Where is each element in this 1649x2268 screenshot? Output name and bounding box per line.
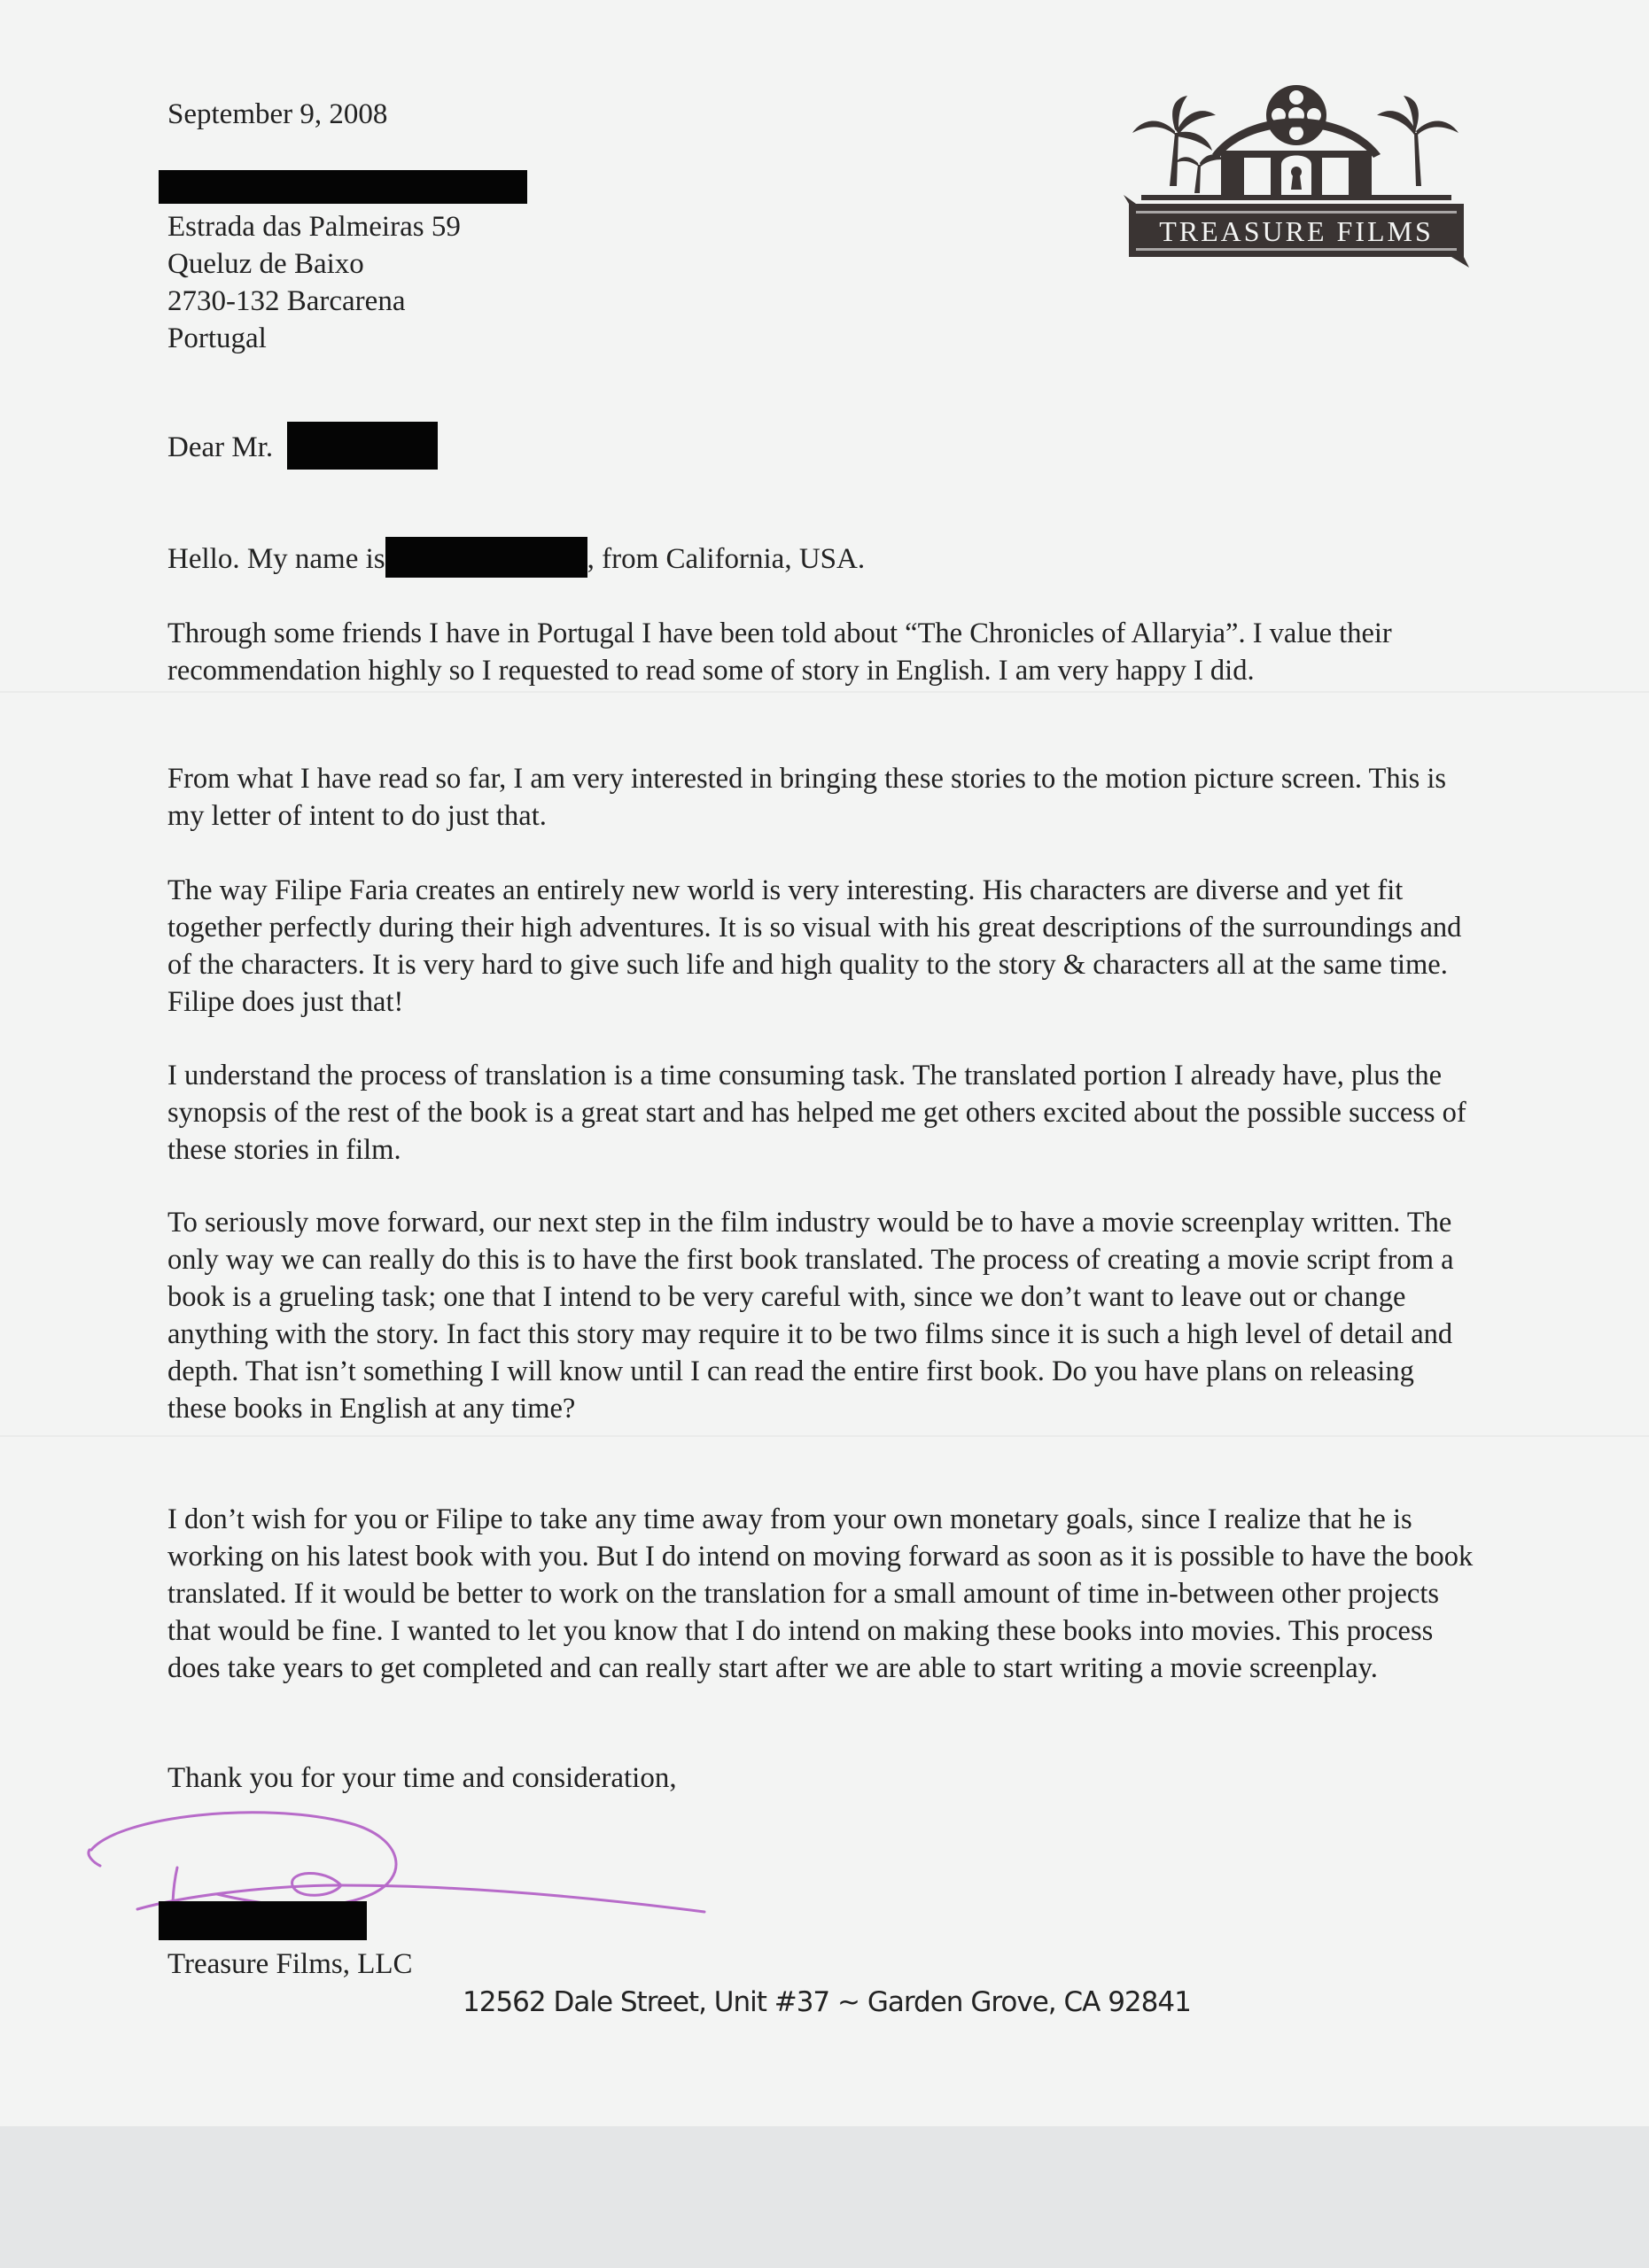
redacted-sender-signature-name xyxy=(159,1901,367,1940)
paragraph: Through some friends I have in Portugal I have been told about “The Chronicles of Allaryia”. I value their recommendation highly so I requested to read some of story in English. I am very happy I did. xyxy=(167,617,1392,687)
salutation xyxy=(167,429,438,470)
address-line: Estrada das Palmeiras 59 xyxy=(167,211,461,243)
paragraph: I understand the process of translation is a time consuming task. The translated portion I already have, plus the synopsis of the rest of the book is a great start and has helped me get others excited about the possible success of these stories in film. xyxy=(167,1060,1466,1166)
paragraph: To seriously move forward, our next step in the film industry would be to have a movie screenplay written. The only way we can really do this is to have the first book translated. The process of creating a movie script from a book is a grueling task; one that I intend to be very careful with, since we don’t want to leave out or change anything with the story. In fact this story may require it to be two films since it is such a high level of detail and depth. That isn’t something I will know until I can read the entire first book. Do you have plans on releasing these books in English at any time? xyxy=(167,1207,1454,1425)
sender-company: Treasure Films, LLC xyxy=(167,1948,413,1980)
redacted-sender-name xyxy=(385,537,587,578)
redacted-recipient-name xyxy=(159,170,527,204)
closing-line: Thank you for your time and consideration, xyxy=(167,1762,677,1794)
paragraph: The way Filipe Faria creates an entirely new world is very interesting. His characters are diverse and yet fit together perfectly during their high adventures. It is so visual with his great descriptions of the surroundings and of the characters. It is very hard to give such life and high quality to the story & characters all at the same time. Filipe does just that! xyxy=(167,874,1462,1018)
salutation-text: Dear Mr. xyxy=(167,431,274,463)
address-line: Portugal xyxy=(167,322,267,354)
paragraph: I don’t wish for you or Filipe to take any time away from your own monetary goals, since I realize that he is working on his latest book with you. But I do intend on moving forward as soon as it is possible to have the book translated. If it would be better to work on the translation for a small amount of time in-between other projects that would be fine. I wanted to let you know that I do intend on making these books into movies. This process does take years to get completed and can really start after we are able to start writing a movie screenplay. xyxy=(167,1503,1474,1684)
intro-prefix: Hello. My name is xyxy=(167,543,385,575)
footer-address: 12562 Dale Street, Unit #37 ~ Garden Grove, CA 92841 xyxy=(463,1986,1191,2018)
address-line: Queluz de Baixo xyxy=(167,248,364,280)
intro-line xyxy=(167,540,865,578)
paper-fold-line xyxy=(0,1435,1649,1437)
intro-suffix: , from California, USA. xyxy=(587,543,866,575)
film-reel-palm-trees-logo xyxy=(1124,80,1469,289)
paper-fold-line xyxy=(0,691,1649,693)
redacted-salutation-name xyxy=(287,422,438,470)
address-line: 2730-132 Barcarena xyxy=(167,285,406,317)
paragraph: From what I have read so far, I am very interested in bringing these stories to the motion picture screen. This is my letter of intent to do just that. xyxy=(167,763,1447,832)
letter-date: September 9, 2008 xyxy=(167,98,388,130)
logo-text: TREASURE FILMS xyxy=(1159,215,1434,247)
